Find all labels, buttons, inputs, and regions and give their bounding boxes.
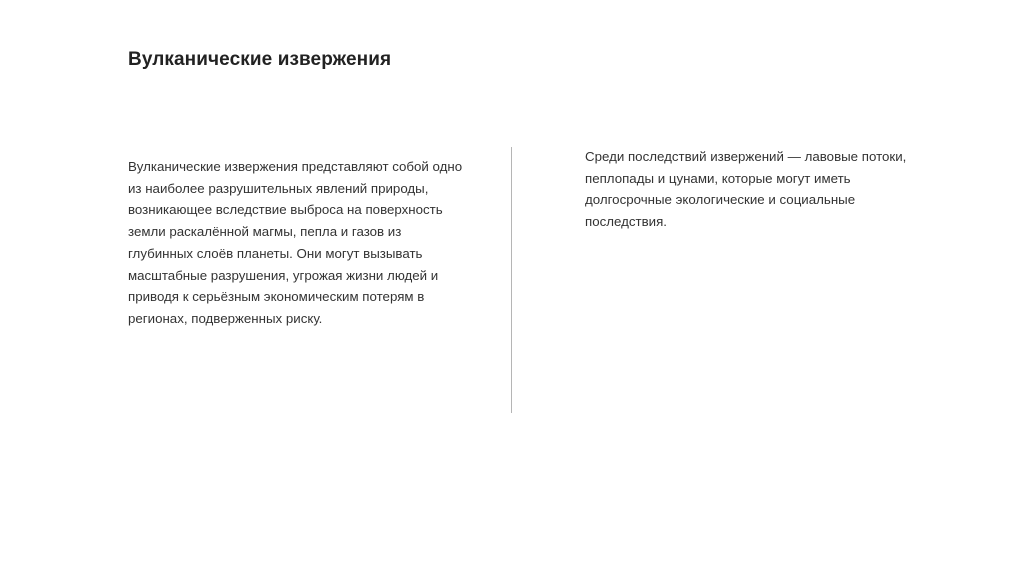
column-divider	[511, 147, 512, 413]
slide-title: Вулканические извержения	[128, 49, 392, 70]
right-column-text: Среди последствий извержений — лавовые потоки, пеплопады и цунами, которые могут иметь долгосрочные экологические и социальные последствия.	[585, 149, 907, 230]
left-column-text: Вулканические извержения представляют собой одно из наиболее разрушительных явлений природы, возникающее вследствие выброса на поверхность земли раскалённой магмы, пепла и газов из глубинных слоёв планеты. Они могут вызывать масштабные разрушения, угрожая жизни людей и приводя к серьёзным экономическим потерям в регионах, подверженных риску.	[128, 159, 463, 326]
